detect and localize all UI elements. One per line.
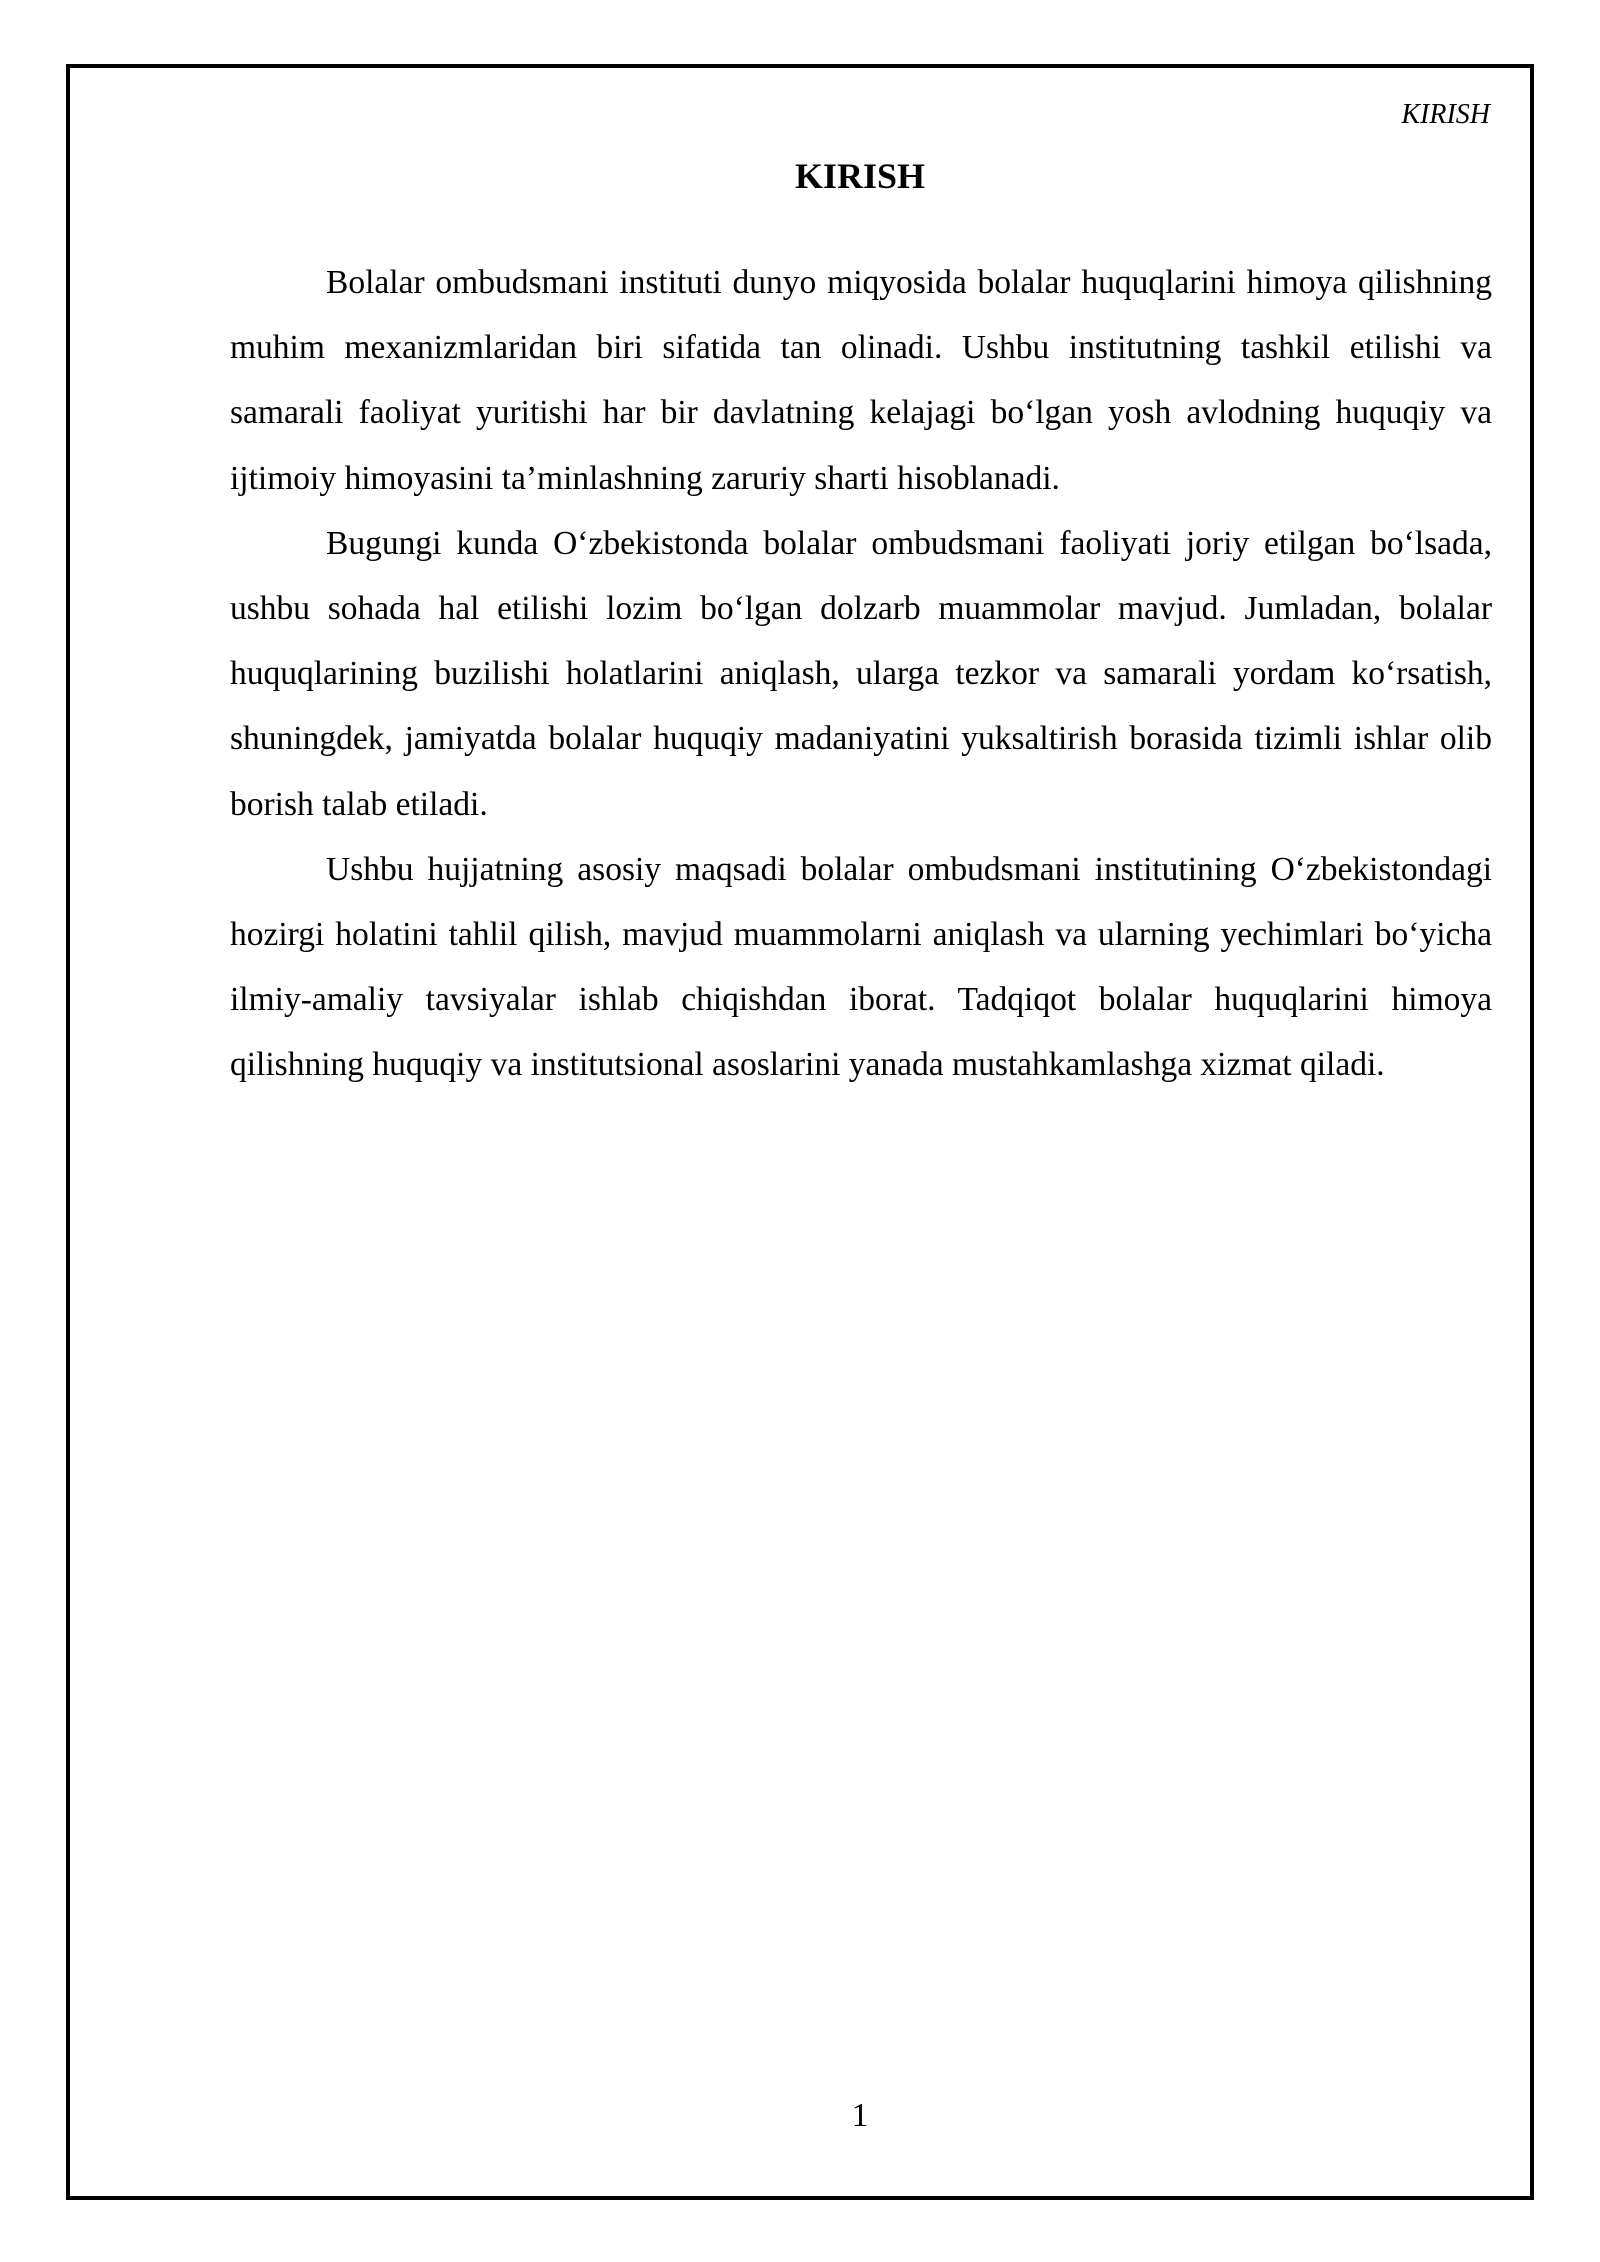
paragraph-3: Ushbu hujjatning asosiy maqsadi bolalar ombudsmani institutining O‘zbekistondagi hozirgi holatini tahlil qilish, mavjud muammolarni aniqlash va ularning yechimlari bo‘yicha ilmiy-amaliy tavsiyalar ishlab chiqishdan iborat. Tadqiqot bolalar huquqlarini himoya qilishning huquqiy va institutsional asoslarini yanada mustahkamlashga xizmat qiladi. (230, 850, 1492, 1084)
paragraph-2: Bugungi kunda O‘zbekistonda bolalar ombudsmani faoliyati joriy etilgan bo‘lsada, ushbu sohada hal etilishi lozim bo‘lgan dolzarb muammolar mavjud. Jumladan, bolalar huquqlarining buzilishi holatlarini aniqlash, ularga tezkor va samarali yordam ko‘rsatish, shuningdek, jamiyatda bolalar huquqiy madaniyatini yuksaltirish borasida tizimli ishlar olib borish talab etiladi. (230, 524, 1492, 823)
body-text (230, 250, 1492, 1098)
section-title: KIRISH (794, 156, 926, 196)
page-number: 1 (851, 2097, 869, 2134)
running-header: KIRISH (1401, 99, 1490, 130)
paragraph-1: Bolalar ombudsmani instituti dunyo miqyosida bolalar huquqlarini himoya qilishning muhim mexanizmlaridan biri sifatida tan olinadi. Ushbu institutning tashkil etilishi va samarali faoliyat yuritishi har bir davlatning kelajagi bo‘lgan yosh avlodning huquqiy va ijtimoiy himoyasini ta’minlashning zaruriy sharti hisoblanadi. (230, 264, 1492, 497)
